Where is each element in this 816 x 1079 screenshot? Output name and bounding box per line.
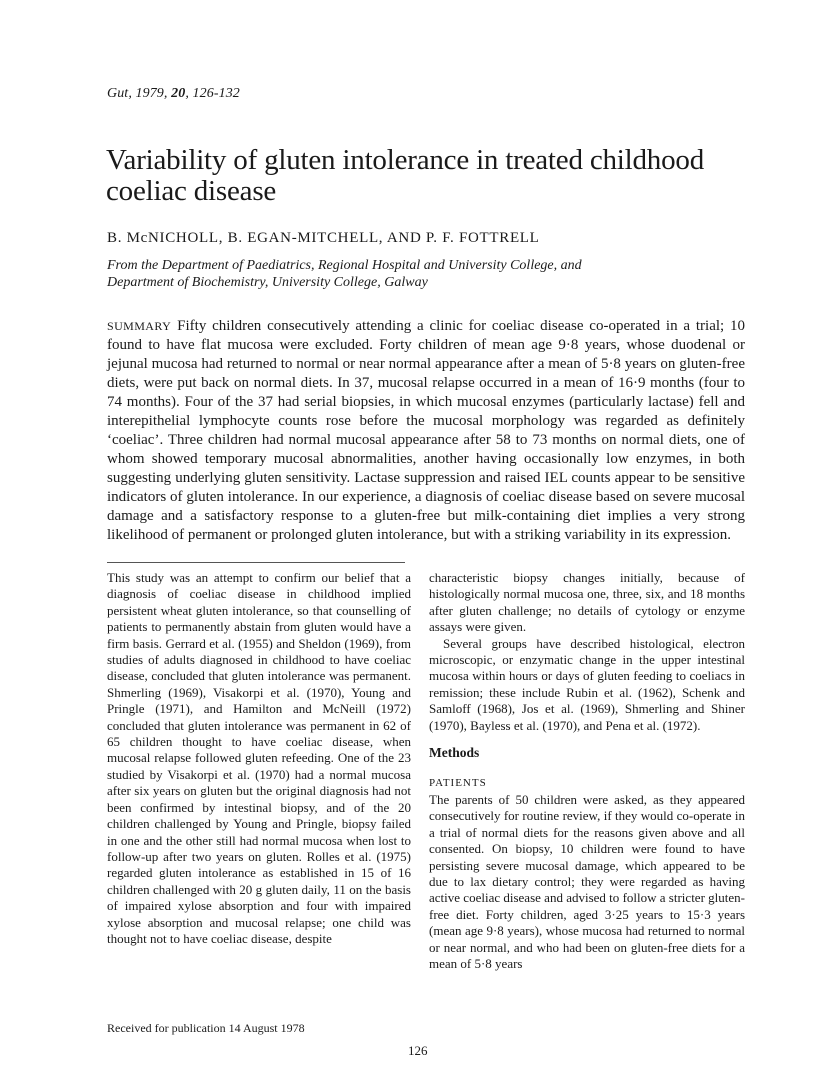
patients-heading: PATIENTS	[429, 777, 487, 790]
intro-paragraph-continued: characteristic biopsy changes initially, because of histologically normal mucosa one, three, six, and 18 months after gluten challenge; no details of cytology or enzyme assays were given.	[429, 570, 745, 635]
affiliation	[107, 257, 727, 291]
journal-volume: 20	[171, 86, 186, 101]
affiliation-line-2: Department of Biochemistry, University College, Galway	[107, 275, 428, 290]
patients-paragraph: The parents of 50 children were asked, as they appeared consecutively for routine review, if they would co-operate in a trial of normal diets for the reasons given above and all consented. On biopsy, 10 children were found to have persisting severe mucosal damage, which appeared to be due to lax dietary control; they were regarded as having active coeliac disease and advised to follow a stricter gluten-free diet. Forty children, aged 3·25 years to 15·3 years (mean age 9·8 years), whose mucosa had returned to normal or near normal, and who had been on gluten-free diets for a mean of 5·8 years	[429, 791, 745, 971]
journal-citation	[107, 86, 240, 102]
page-number: 126	[408, 1043, 428, 1058]
article-title: Variability of gluten intolerance in treated childhood coeliac disease	[106, 144, 705, 207]
journal-pages: , 126-132	[185, 86, 240, 101]
summary-text: Fifty children consecutively attending a clinic for coeliac disease co-operated in a trial; 10 found to have flat mucosa were excluded. Forty children of mean age 9·8 years, whose duodenal or jejunal mucosa had returned to normal or near normal appearance after a mean of 5·8 years on gluten-free diets, were put back on normal diets. In 37, mucosal relapse occurred in a mean of 16·9 months (four to 74 months). Four of the 37 had serial biopsies, in which mucosal enzymes (particularly lactase) fell and interepithelial lymphocyte counts rose before the mucosal morphology was regarded as definitely ‘coeliac’. Three children had normal mucosal appearance after 58 to 73 months on normal diets, one of whom showed temporary mucosal abnormalities, another having occasionally low enzymes, in both suggesting underlying gluten sensitivity. Lactase suppression and raised IEL counts appear to be sensitive indicators of gluten intolerance. In our experience, a diagnosis of coeliac disease based on severe mucosal damage and a satisfactory response to a gluten-free but milk-containing diet implies a very strong likelihood of permanent or prolonged gluten intolerance, but with a striking variability in its expression.	[107, 318, 745, 543]
intro-paragraph: This study was an attempt to confirm our belief that a diagnosis of coeliac disease in childhood implied persistent wheat gluten intolerance, so that counselling of patients to permanently abstain from gluten would have a firm basis. Gerrard et al. (1955) and Sheldon (1969), from studies of adults diagnosed in childhood to have coeliac disease, concluded that gluten intolerance was permanent. Shmerling (1969), Visakorpi et al. (1970), Young and Pringle (1971), and Hamilton and McNeill (1972) concluded that gluten intolerance was permanent in 62 of 65 children thought to have coeliac disease, when mucosal relapse followed gluten refeeding. One of the 23 studied by Visakorpi et al. (1970) had a normal mucosa after six years on gluten but the original diagnosis had not been confirmed by intestinal biopsy, and of the 20 children challenged by Young and Pringle, biopsy failed in one and the other still had normal mucosa when lost to follow-up after two years on gluten. Rolles et al. (1975) regarded gluten intolerance as established in 15 of 16 children challenged with 20 g gluten daily, 11 on the basis of impaired xylose absorption and four with impaired xylose absorption and mucosal relapse; one child was thought not to have coeliac disease, despite	[107, 570, 411, 946]
received-note: Received for publication 14 August 1978	[107, 1021, 305, 1035]
author-list: B. McNICHOLL, B. EGAN-MITCHELL, AND P. F. FOTTRELL	[107, 230, 540, 246]
body-column-left	[107, 570, 411, 947]
affiliation-line-1: From the Department of Paediatrics, Regional Hospital and University College, and	[107, 258, 582, 273]
journal-year: , 1979,	[128, 86, 172, 101]
methods-heading: Methods	[429, 745, 480, 761]
summary-abstract	[107, 317, 745, 545]
journal-name: Gut	[107, 86, 129, 101]
body-column-right	[429, 570, 745, 972]
summary-label: SUMMARY	[107, 319, 172, 333]
background-paragraph: Several groups have described histological, electron microscopic, or enzymatic change in the upper intestinal mucosa within hours or days of gluten feeding to coeliacs in remission; these include Rubin et al. (1962), Schenk and Samloff (1968), Jos et al. (1969), Shmerling and Shiner (1970), Bayless et al. (1970), and Pena et al. (1972).	[429, 635, 745, 733]
section-divider	[107, 562, 405, 563]
